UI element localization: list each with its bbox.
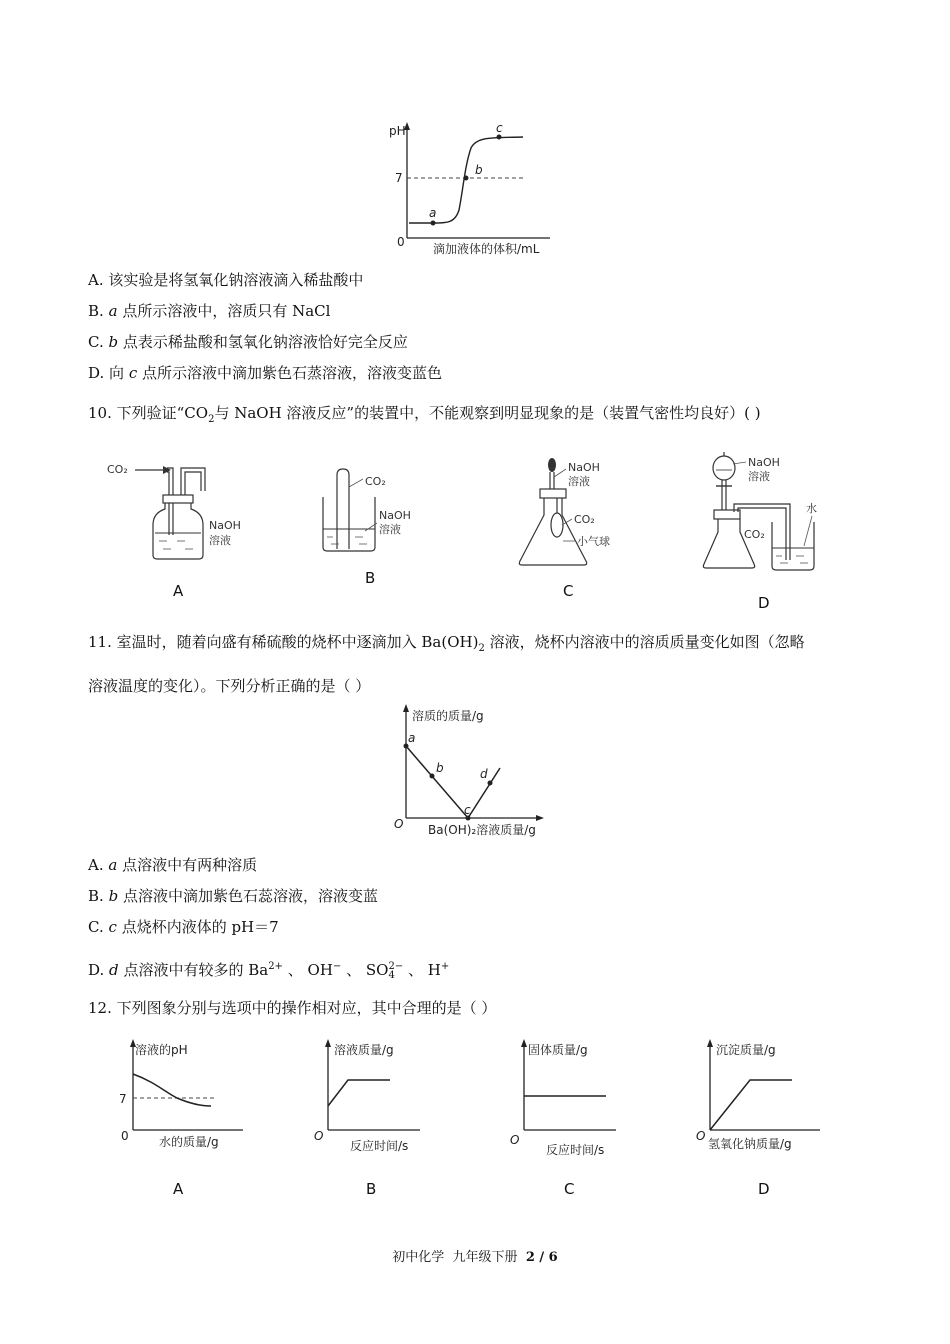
option-text: 点所示溶液中滴加紫色石蒸溶液，溶液变蓝色 [142, 364, 443, 382]
q11-option-a [88, 855, 257, 875]
option-text: 点溶液中有两种溶质 [122, 856, 258, 874]
q11-x-label: Ba(OH)₂溶液质量/g [428, 823, 536, 837]
q9-origin: 0 [397, 235, 405, 249]
option-letter: B. [88, 887, 104, 905]
option-var: d [109, 961, 119, 979]
q11-stem-post: 溶液，烧杯内溶液中的溶质质量变化如图（忽略 [484, 633, 805, 651]
option-letter: D. [88, 364, 105, 382]
q9-option-b [88, 301, 330, 321]
ion-so4-charge: 2− [388, 961, 404, 972]
option-var: c [108, 918, 117, 936]
q12-a-curve [133, 1074, 211, 1106]
q12-d-label: D [758, 1180, 770, 1198]
q12-c-origin: O [510, 1133, 520, 1147]
q10-b-naoh-label: NaOH [379, 509, 411, 522]
q10-apparatus-d [700, 450, 840, 615]
option-pre: 向 [109, 364, 125, 382]
q12-b-label: B [366, 1180, 377, 1198]
option-letter: B. [88, 302, 104, 320]
q9-label-a: a [429, 206, 437, 220]
q11-curve [406, 746, 500, 818]
option-text: 点溶液中滴加紫色石蕊溶液，溶液变蓝 [122, 887, 378, 905]
q11-oh: (OH) [441, 633, 479, 651]
option-letter: C. [88, 918, 104, 936]
q10-a-solution-label: 溶液 [209, 534, 231, 547]
ion-oh-charge: − [332, 961, 342, 972]
q10-d-co2-label: CO₂ [744, 528, 765, 541]
q12-d-origin: O [696, 1129, 706, 1143]
q11-point-b-dot [430, 774, 435, 779]
q12-a-tick-7: 7 [119, 1092, 127, 1106]
q9-x-label: 滴加液体的体积/mL [433, 242, 540, 256]
q11-oh-sub: 2 [478, 643, 485, 654]
footer-course: 初中化学 九年级下册 [392, 1250, 526, 1265]
q9-tick-7: 7 [395, 171, 403, 185]
q10-c-solution-label: 溶液 [568, 475, 590, 488]
option-var: b [108, 333, 119, 351]
balloon-icon [551, 513, 563, 537]
ion-so4: SO [365, 961, 389, 979]
dropper-bulb-icon [548, 458, 556, 472]
q10-d-solution-label: 溶液 [748, 470, 770, 483]
q10-c-co2-label: CO₂ [574, 513, 595, 526]
q10-stem [88, 403, 761, 430]
q11-origin: O [394, 817, 404, 831]
q11-label-b: b [436, 761, 444, 775]
q10-a-co2-label: CO₂ [107, 463, 128, 476]
q10-d-naoh-label: NaOH [748, 456, 780, 469]
q11-label-c: c [464, 803, 471, 817]
q10-d-water-label: 水 [806, 502, 817, 515]
q10-c-label: C [563, 582, 574, 600]
q12-a-x-label: 水的质量/g [159, 1135, 219, 1149]
q12-graph-c [508, 1036, 638, 1206]
q12-a-y-label: 溶液的pH [135, 1043, 188, 1057]
option-var: a [108, 302, 118, 320]
q12-graph-b [312, 1036, 442, 1206]
q9-point-b-dot [464, 176, 469, 181]
option-text: 点表示稀盐酸和氢氧化钠溶液恰好完全反应 [122, 333, 408, 351]
ion-sep: 、 [346, 961, 362, 979]
q12-a-origin: 0 [121, 1129, 129, 1143]
q10-apparatus-c [510, 455, 640, 605]
option-text: 点所示溶液中，溶质只有 NaCl [122, 302, 331, 320]
q10-stem-post: 与 NaOH 溶液反应”的装置中，不能观察到明显现象的是（装置气密性均良好）( ) [214, 404, 761, 422]
q10-apparatus-b [315, 455, 445, 590]
q11-option-c [88, 917, 279, 937]
q9-ph-graph [385, 120, 565, 260]
q9-option-a [88, 270, 363, 290]
q11-option-b [88, 886, 378, 906]
arrow-icon [163, 466, 171, 474]
q12-a-label: A [173, 1180, 184, 1198]
q10-c-naoh-label: NaOH [568, 461, 600, 474]
separatory-funnel-icon [713, 456, 735, 480]
q11-label-a: a [408, 731, 416, 745]
q10-c-balloon-label: 小气球 [577, 535, 610, 548]
q12-b-x-label: 反应时间/s [350, 1139, 409, 1153]
q11-y-label: 溶质的质量/g [412, 709, 484, 723]
ion-h: H [427, 961, 441, 979]
q10-b-label: B [365, 569, 376, 587]
q12-d-y-label: 沉淀质量/g [716, 1043, 776, 1057]
q12-c-x-label: 反应时间/s [546, 1143, 605, 1157]
option-var: a [108, 856, 118, 874]
ion-ba-charge: 2+ [268, 961, 283, 972]
ion-sep: 、 [287, 961, 303, 979]
page-footer [0, 1246, 950, 1265]
q10-a-label: A [173, 582, 184, 600]
q11-stem-pre: 11. 室温时，随着向盛有稀硫酸的烧杯中逐滴加入 [88, 633, 422, 651]
q10-b-co2-label: CO₂ [365, 475, 386, 488]
q12-d-curve [710, 1080, 792, 1130]
q12-c-label: C [564, 1180, 575, 1198]
q9-label-c: c [496, 121, 503, 135]
ion-sep: 、 [407, 961, 423, 979]
q11-point-d-dot [488, 781, 493, 786]
ion-h-charge: + [440, 961, 450, 972]
option-text: 点烧杯内液体的 pH＝7 [121, 918, 279, 936]
q12-stem: 12. 下列图象分别与选项中的操作相对应，其中合理的是（ ） [88, 999, 497, 1017]
q9-y-label: pH [389, 124, 406, 138]
q9-point-c-dot [497, 135, 502, 140]
q10-d-label: D [758, 594, 770, 612]
q12-graph-d [690, 1036, 840, 1206]
q10-co2: CO [184, 404, 209, 422]
q9-label-b: b [475, 163, 483, 177]
q11-solute-mass-graph [388, 700, 558, 840]
q10-a-naoh-label: NaOH [209, 519, 241, 532]
ion-oh: OH [307, 961, 333, 979]
option-text: 该实验是将氢氧化钠溶液滴入稀盐酸中 [108, 271, 364, 289]
q9-option-d [88, 363, 442, 383]
q11-y-arrow [403, 704, 409, 712]
q11-label-d: d [480, 767, 488, 781]
option-var: b [108, 887, 119, 905]
q11-option-d [88, 957, 449, 980]
ion-so4-sub: 4 [388, 970, 395, 981]
q12-d-x-label: 氢氧化钠质量/g [708, 1137, 792, 1151]
q11-x-arrow [536, 815, 544, 821]
option-text: 点溶液中有较多的 [123, 961, 249, 979]
q9-point-a-dot [431, 221, 436, 226]
option-letter: A. [88, 856, 104, 874]
q10-stem-pre: 10. 下列验证“ [88, 404, 185, 422]
option-letter: D. [88, 961, 105, 979]
q10-apparatus-a [105, 455, 255, 605]
q12-b-curve [328, 1080, 390, 1106]
q12-c-y-label: 固体质量/g [528, 1043, 588, 1057]
q11-stem-line2: 溶液温度的变化）。下列分析正确的是（ ） [88, 677, 371, 695]
option-var: c [128, 364, 138, 382]
option-letter: C. [88, 333, 104, 351]
q12-b-origin: O [314, 1129, 324, 1143]
q10-co2-sub: 2 [208, 414, 215, 425]
q9-option-c [88, 332, 408, 352]
q12-b-y-label: 溶液质量/g [334, 1043, 394, 1057]
ion-ba: Ba [248, 961, 269, 979]
q10-b-solution-label: 溶液 [379, 523, 401, 536]
q12-graph-a [115, 1036, 265, 1206]
q11-stem-line1 [88, 632, 805, 659]
option-letter: A. [88, 271, 104, 289]
footer-page-number: 2 / 6 [525, 1250, 558, 1265]
q11-ba: Ba [421, 633, 442, 651]
